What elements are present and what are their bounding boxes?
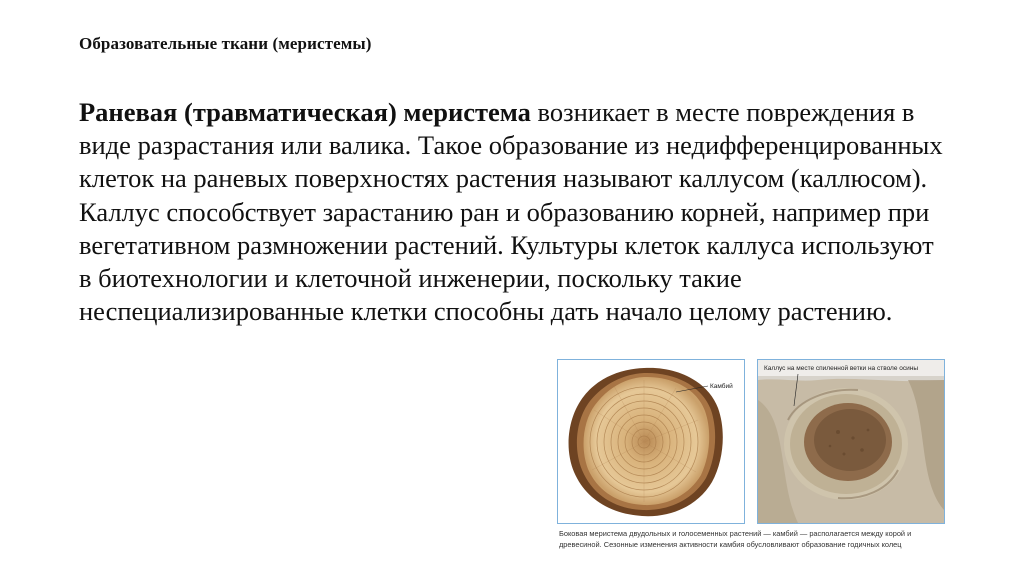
- callus-label: Каллус на месте спиленной ветки на стволе осины: [764, 365, 919, 372]
- highlighted-term: Раневая (травматическая) меристема: [79, 97, 531, 127]
- tree-rings-illustration: [558, 360, 744, 523]
- callus-photo-panel: [757, 359, 945, 524]
- cambium-label: Камбий: [710, 383, 733, 390]
- body-text: возникает в месте повреждения в виде разрастания или валика. Такое образование из недифференцированных клеток на раневых поверхностях растения называют каллусом (каллюсом). Каллус способствует зарастанию ран и образованию корней, например при вегетативном размножении растений. Культуры клеток каллуса используют в биотехнологии и клеточной инженерии, поскольку такие неспециализированные клетки способны дать начало целому растению.: [79, 97, 943, 327]
- slide-title: Образовательные ткани (меристемы): [79, 34, 372, 53]
- body-paragraph: [79, 96, 949, 328]
- tree-cross-section-panel: [557, 359, 745, 524]
- callus-illustration: [758, 360, 944, 523]
- figure: [553, 354, 949, 576]
- figure-caption: Боковая меристема двудольных и голосеменных растений — камбий — располагается между корой и древесиной. Сезонные изменения активности камбия обусловливают образование годичных колец: [559, 529, 912, 549]
